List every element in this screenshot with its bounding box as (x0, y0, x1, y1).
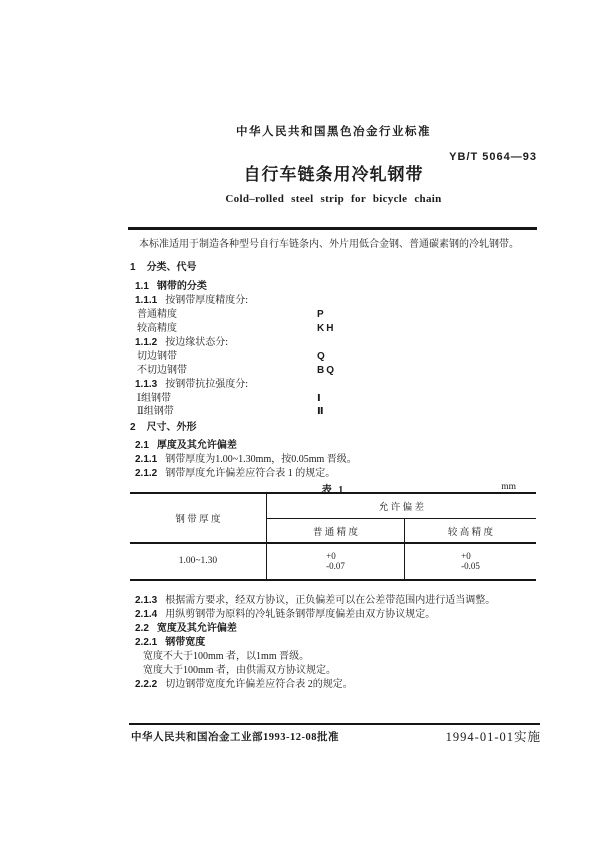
clause-number: 2.2 (135, 623, 149, 634)
clause-text: 按钢带抗拉强度分: (165, 379, 249, 390)
tolerance-stack (461, 551, 480, 572)
clause-number: 2.1.2 (135, 468, 158, 479)
table1-col-tolerance: 允 许 偏 差 (267, 494, 536, 519)
classification-item-group1 (137, 392, 323, 405)
classification-item-group2 (137, 405, 326, 418)
clause-number: 1.1.1 (135, 295, 158, 306)
item-code: Ⅱ (317, 406, 326, 417)
footer-divider (129, 723, 540, 725)
clause-text: 按边缘状态分: (165, 337, 229, 348)
item-label: 普通精度 (137, 309, 177, 320)
item-code: KH (317, 323, 336, 334)
table1-col-high-precision: 较 高 精 度 (447, 527, 494, 538)
clause-2-2-2 (135, 678, 353, 691)
tolerance-minus: -0.05 (461, 561, 480, 572)
clause-number: 2.1 (135, 440, 149, 451)
tolerance-minus: -0.07 (326, 561, 345, 572)
table1-tolerance-subcols (267, 519, 536, 542)
table1-col-thickness: 钢 带 厚 度 (130, 494, 267, 542)
clause-title: 厚度及其允许偏差 (156, 440, 237, 451)
item-code: P (317, 309, 326, 320)
clause-text: 钢带厚度允许偏差应符合表 1 的规定。 (165, 468, 336, 479)
clause-1-1 (135, 280, 207, 293)
header-divider (128, 227, 537, 230)
clause-number: 2 (130, 422, 136, 433)
standard-number: YB/T 5064—93 (449, 151, 537, 163)
clause-number: 2.1.1 (135, 454, 158, 465)
clause-title: 钢带宽度 (165, 637, 206, 648)
clause-text: 宽度不大于100mm 者，以1mm 晋级。 (143, 651, 310, 662)
clause-text: 宽度大于100mm 者，由供需双方协议规定。 (143, 665, 337, 676)
clause-title: 尺寸、外形 (146, 422, 197, 433)
table1-col-normal-precision: 普 通 精 度 (267, 519, 405, 542)
clause-2-1-4 (135, 608, 435, 621)
clause-1 (130, 261, 197, 274)
width-rule-line-2 (143, 664, 336, 677)
table1-caption: 表 1 (321, 485, 346, 496)
clause-2-1 (135, 439, 237, 452)
item-label: Ⅰ组钢带 (137, 393, 171, 404)
clause-number: 1.1 (135, 281, 149, 292)
clause-2-1-1 (135, 453, 357, 466)
clause-2-1-2 (135, 467, 335, 480)
clause-2-2-1 (135, 636, 205, 649)
classification-item-q (137, 350, 327, 363)
item-code: BQ (317, 365, 336, 376)
item-label: 较高精度 (137, 323, 177, 334)
classification-item-bq (137, 364, 336, 377)
clause-text: 钢带厚度为1.00~1.30mm，按0.05mm 晋级。 (165, 454, 357, 465)
footer-approval: 中华人民共和国冶金工业部1993-12-08批准 (131, 732, 339, 743)
standard-org-line: 中华人民共和国黑色冶金行业标准 (236, 126, 431, 138)
clause-text: 切边钢带宽度允许偏差应符合表 2的规定。 (165, 679, 353, 690)
clause-2-2 (135, 622, 237, 635)
table1-unit: mm (501, 482, 516, 492)
table1-data-row (130, 544, 536, 579)
clause-number: 1.1.3 (135, 379, 158, 390)
classification-item-p (137, 308, 326, 321)
width-rule-line-1 (143, 650, 309, 663)
clause-2-1-3 (135, 594, 495, 607)
clause-number: 2.2.1 (135, 637, 158, 648)
clause-number: 1 (130, 262, 136, 273)
table1-header (130, 494, 536, 544)
clause-title: 钢带的分类 (156, 281, 207, 292)
clause-title: 宽度及其允许偏差 (156, 623, 237, 634)
clause-number: 2.1.4 (135, 609, 158, 620)
clause-2 (130, 421, 197, 434)
scope-paragraph: 本标准适用于制造各种型号自行车链条内、外片用低合金钢、普通碳素钢的冷轧钢带。 (139, 239, 519, 250)
table1 (130, 492, 536, 581)
classification-item-kh (137, 322, 336, 335)
tolerance-stack (326, 551, 345, 572)
item-label: Ⅱ组钢带 (137, 406, 174, 417)
item-code: Ⅰ (317, 393, 323, 404)
tolerance-plus: +0 (326, 550, 336, 561)
thickness-range-cell: 1.00~1.30 (130, 544, 267, 579)
clause-number: 2.1.3 (135, 595, 158, 606)
footer-implementation: 1994-01-01实施 (445, 730, 541, 744)
clause-number: 2.2.2 (135, 679, 158, 690)
clause-title: 分类、代号 (146, 262, 197, 273)
clause-1-1-3 (135, 378, 248, 391)
document-title-en: Cold–rolled steel strip for bicycle chain (225, 193, 442, 205)
document-title-zh: 自行车链条用冷轧钢带 (243, 165, 424, 184)
high-precision-tolerance-cell (405, 544, 536, 579)
normal-precision-tolerance-cell (267, 544, 405, 579)
item-label: 不切边钢带 (137, 365, 187, 376)
tolerance-plus: +0 (461, 550, 471, 561)
item-label: 切边钢带 (137, 351, 177, 362)
table1-tolerance-group (267, 494, 536, 542)
clause-text: 按钢带厚度精度分: (165, 295, 249, 306)
item-code: Q (317, 351, 327, 362)
clause-number: 1.1.2 (135, 337, 158, 348)
clause-1-1-2 (135, 336, 228, 349)
clause-text: 用纵剪钢带为原料的冷轧链条钢带厚度偏差由双方协议规定。 (165, 609, 436, 620)
clause-1-1-1 (135, 294, 248, 307)
clause-text: 根据需方要求，经双方协议，正负偏差可以在公差带范围内进行适当调整。 (165, 595, 496, 606)
